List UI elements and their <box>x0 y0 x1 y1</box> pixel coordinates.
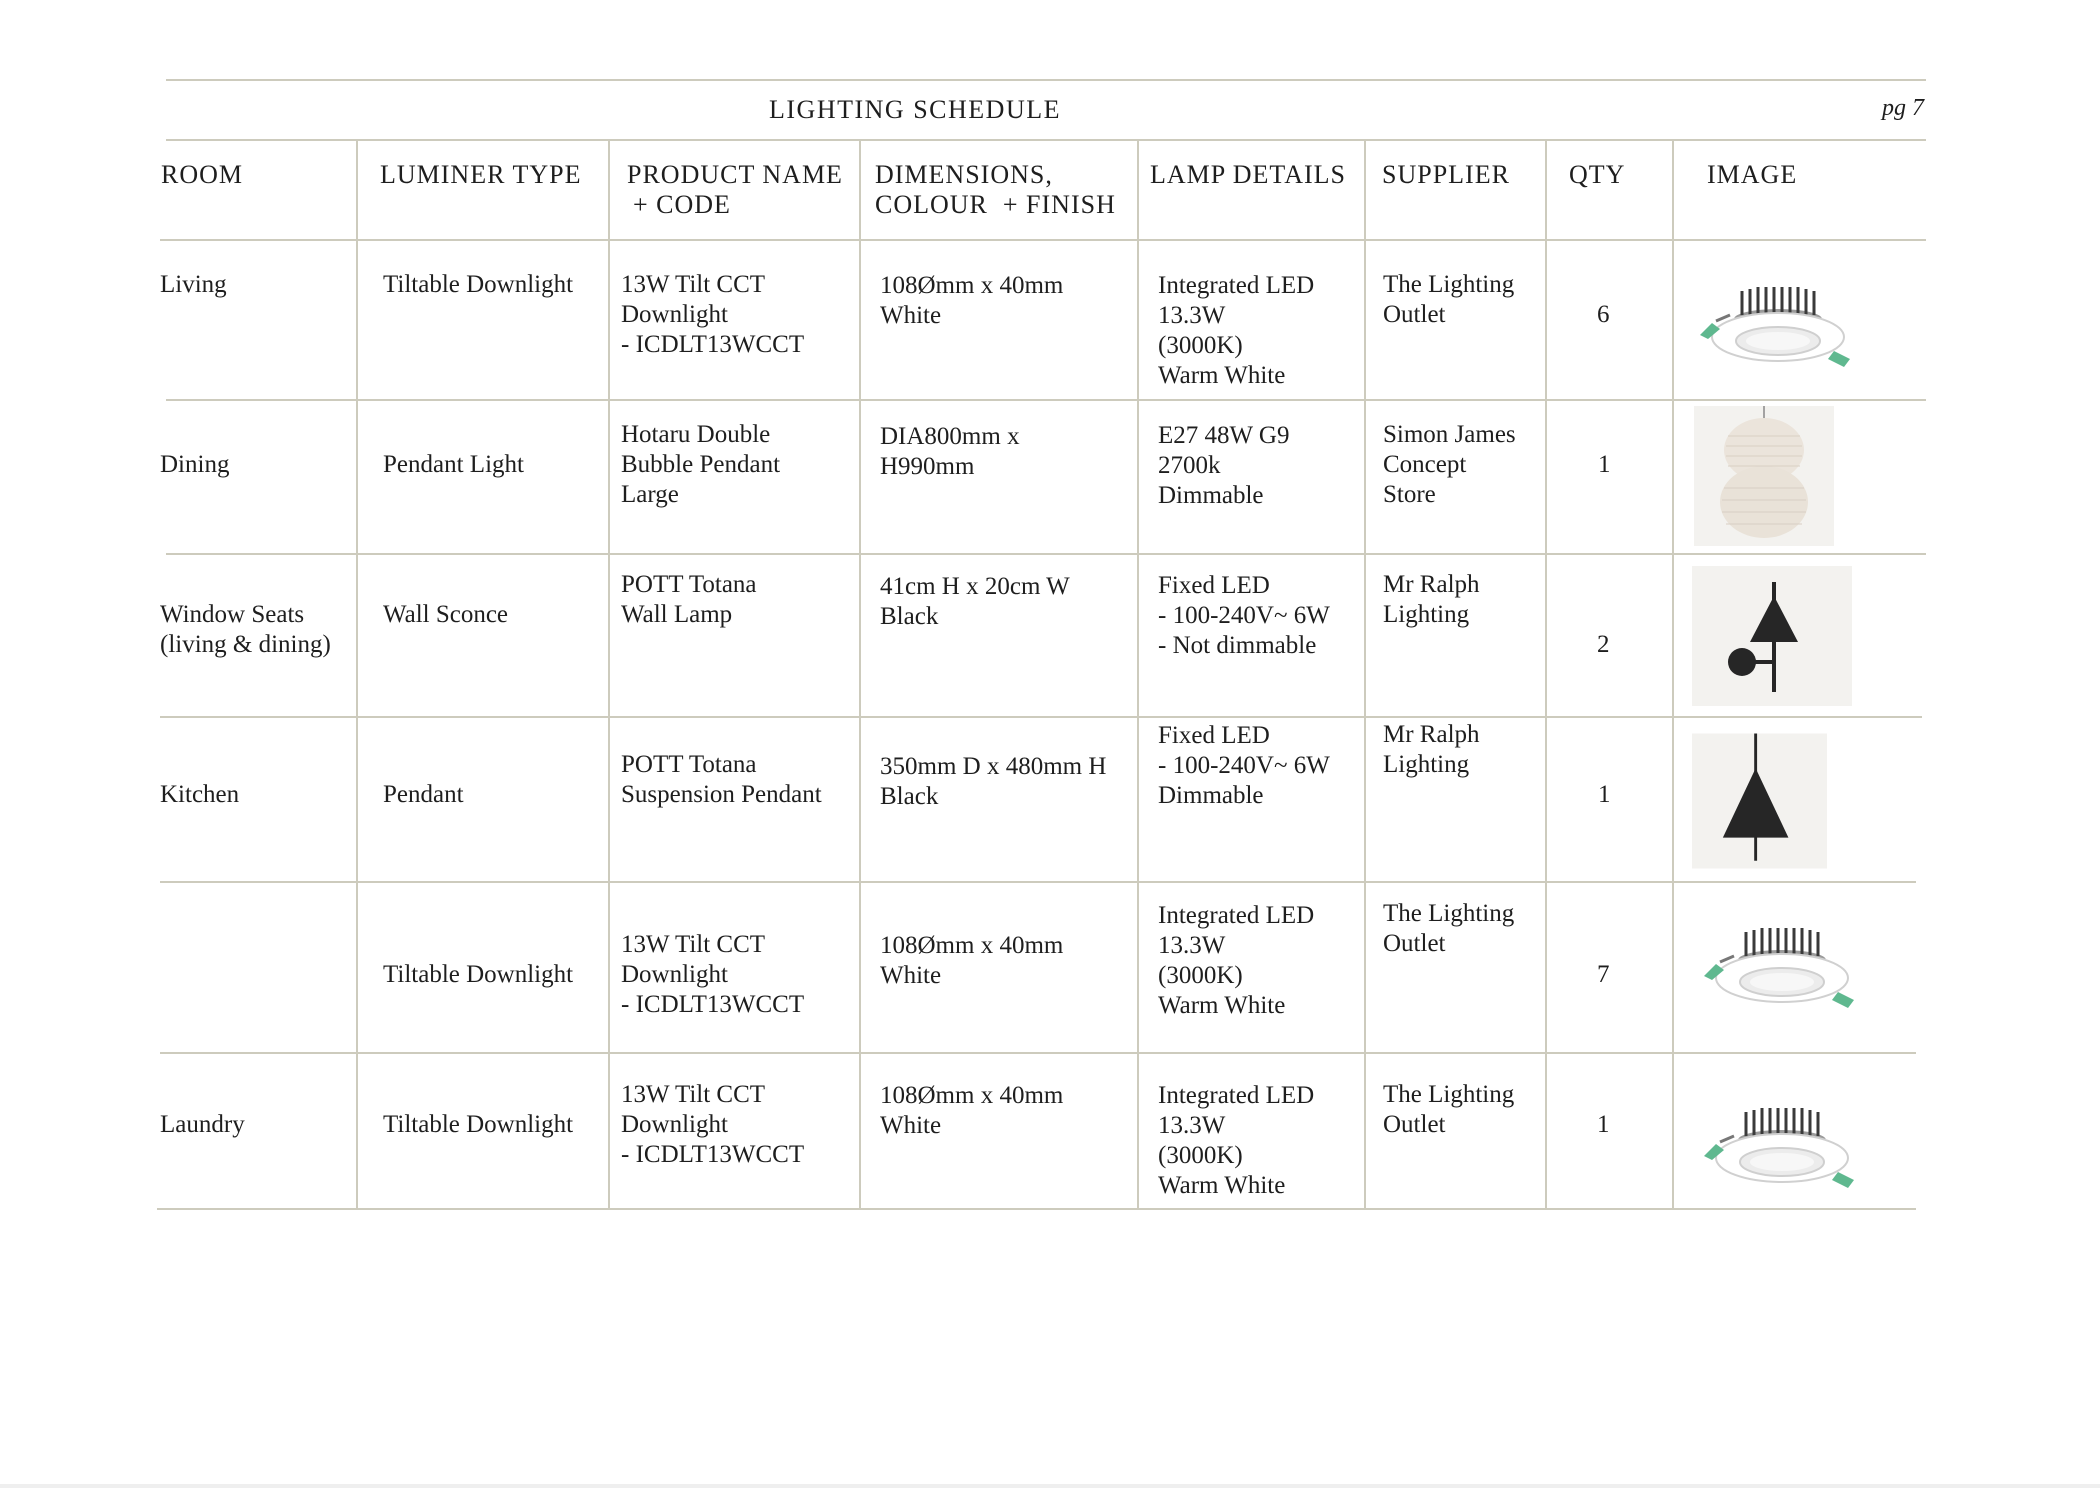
lamp-line: - 100-240V~ 6W <box>1158 752 1330 779</box>
product-line: - ICDLT13WCCT <box>621 991 805 1018</box>
supplier-cell <box>1383 720 1480 780</box>
row-rule-3 <box>160 716 1922 718</box>
header-product-name-line-1: PRODUCT NAME <box>627 160 843 189</box>
lamp-line: (3000K) <box>1158 962 1243 989</box>
dimensions-line: White <box>880 302 942 329</box>
downlight-image <box>1694 275 1854 375</box>
lamp-line: 13.3W <box>1158 302 1226 329</box>
supplier-line: Mr Ralph <box>1383 571 1480 598</box>
lamp-line: (3000K) <box>1158 332 1243 359</box>
header-dimensions-line-1: DIMENSIONS, <box>875 160 1053 189</box>
room-line: Dining <box>160 451 230 478</box>
supplier-line: Outlet <box>1383 1111 1446 1138</box>
lamp-line: Warm White <box>1158 362 1286 389</box>
paper-pendant-image <box>1694 406 1834 546</box>
room-cell <box>160 780 239 810</box>
header-product-name <box>627 160 843 220</box>
column-divider-5 <box>1364 140 1366 1210</box>
qty-cell: 7 <box>1597 961 1610 988</box>
product-line: Downlight <box>621 1111 728 1138</box>
header-dimensions-line-2: COLOUR + FINISH <box>875 190 1116 219</box>
lamp-line: Integrated LED <box>1158 902 1315 929</box>
lamp-line: Fixed LED <box>1158 572 1270 599</box>
product-line: Large <box>621 481 679 508</box>
header-room: ROOM <box>161 160 244 189</box>
dimensions-line: 108Ømm x 40mm <box>880 932 1064 959</box>
column-divider-1 <box>356 140 358 1210</box>
luminer-type-cell: Wall Sconce <box>383 601 509 628</box>
lamp-details-cell <box>1158 571 1330 661</box>
dimensions-line: Black <box>880 783 939 810</box>
lamp-line: Warm White <box>1158 1172 1286 1199</box>
lamp-line: Dimmable <box>1158 782 1264 809</box>
qty-cell: 1 <box>1598 451 1611 478</box>
product-line: POTT Totana <box>621 571 757 598</box>
qty-cell: 6 <box>1597 301 1610 328</box>
lamp-details-cell <box>1158 901 1314 1021</box>
page-title: LIGHTING SCHEDULE <box>769 95 1061 124</box>
supplier-line: The Lighting <box>1383 1081 1515 1108</box>
room-line: Living <box>160 271 227 298</box>
lamp-line: 2700k <box>1158 452 1221 479</box>
qty-cell: 2 <box>1597 631 1610 658</box>
supplier-line: The Lighting <box>1383 900 1515 927</box>
row-rule-1 <box>166 399 1926 401</box>
supplier-cell <box>1383 270 1514 330</box>
luminer-type-cell: Pendant Light <box>383 451 524 478</box>
row-rule-2 <box>166 553 1926 555</box>
product-cell <box>621 570 757 630</box>
product-line: Downlight <box>621 301 728 328</box>
page-bottom-edge <box>0 1484 2100 1488</box>
luminer-type-cell: Tiltable Downlight <box>383 961 574 988</box>
column-divider-4 <box>1137 140 1139 1210</box>
luminer-type-cell: Pendant <box>383 781 464 808</box>
header-qty: QTY <box>1569 160 1626 189</box>
header-dimensions <box>875 160 1116 220</box>
supplier-line: Lighting <box>1383 601 1470 628</box>
dimensions-line: 108Ømm x 40mm <box>880 1082 1064 1109</box>
lamp-line: 13.3W <box>1158 1112 1226 1139</box>
column-divider-7 <box>1672 140 1674 1210</box>
title-top-rule <box>166 79 1926 81</box>
page-number: pg 7 <box>1882 95 1924 121</box>
lamp-line: Warm White <box>1158 992 1286 1019</box>
dimensions-cell <box>880 1081 1063 1141</box>
dimensions-line: 350mm D x 480mm H <box>880 753 1107 780</box>
header-supplier: SUPPLIER <box>1382 160 1510 189</box>
lamp-details-cell <box>1158 721 1330 811</box>
room-line: (living & dining) <box>160 631 331 658</box>
supplier-line: Outlet <box>1383 301 1446 328</box>
downlight-image <box>1698 916 1858 1016</box>
title-bottom-rule <box>166 139 1926 141</box>
room-line: Window Seats <box>160 601 305 628</box>
product-line: POTT Totana <box>621 751 757 778</box>
supplier-line: Simon James <box>1383 421 1516 448</box>
dimensions-line: 41cm H x 20cm W <box>880 573 1070 600</box>
qty-cell: 1 <box>1597 1111 1610 1138</box>
header-row-rule <box>160 239 1926 241</box>
supplier-line: Mr Ralph <box>1383 721 1480 748</box>
column-divider-3 <box>859 140 861 1210</box>
supplier-line: Store <box>1383 481 1436 508</box>
product-line: - ICDLT13WCCT <box>621 331 805 358</box>
lamp-line: Integrated LED <box>1158 272 1315 299</box>
supplier-line: Outlet <box>1383 930 1446 957</box>
product-line: 13W Tilt CCT <box>621 271 766 298</box>
product-cell <box>621 420 780 510</box>
dimensions-cell <box>880 572 1070 632</box>
header-luminer-type: LUMINER TYPE <box>380 160 582 189</box>
supplier-cell <box>1383 899 1514 959</box>
product-line: 13W Tilt CCT <box>621 1081 766 1108</box>
room-cell <box>160 600 331 660</box>
luminer-type-cell: Tiltable Downlight <box>383 271 574 298</box>
column-divider-6 <box>1545 140 1547 1210</box>
dimensions-cell <box>880 271 1063 331</box>
lamp-line: Dimmable <box>1158 482 1264 509</box>
lamp-details-cell <box>1158 271 1314 391</box>
header-lamp-details: LAMP DETAILS <box>1150 160 1347 189</box>
dimensions-cell <box>880 931 1063 991</box>
dimensions-line: White <box>880 962 942 989</box>
room-cell <box>160 1110 245 1140</box>
product-cell <box>621 750 822 810</box>
product-cell <box>621 270 804 360</box>
header-product-name-line-2: + CODE <box>633 190 731 219</box>
product-line: - ICDLT13WCCT <box>621 1141 805 1168</box>
product-cell <box>621 1080 804 1170</box>
dimensions-line: White <box>880 1112 942 1139</box>
dimensions-line: H990mm <box>880 453 975 480</box>
lamp-details-cell <box>1158 1081 1314 1201</box>
product-line: Suspension Pendant <box>621 781 822 808</box>
supplier-cell <box>1383 420 1516 510</box>
product-line: Wall Lamp <box>621 601 733 628</box>
dimensions-cell <box>880 422 1020 482</box>
product-line: 13W Tilt CCT <box>621 931 766 958</box>
room-line: Laundry <box>160 1111 245 1138</box>
wall-sconce-image <box>1692 566 1852 706</box>
room-cell <box>160 270 227 300</box>
room-cell <box>160 450 229 480</box>
header-image: IMAGE <box>1707 160 1798 189</box>
lamp-line: Integrated LED <box>1158 1082 1315 1109</box>
dimensions-line: Black <box>880 603 939 630</box>
supplier-cell <box>1383 570 1480 630</box>
dimensions-cell <box>880 752 1106 812</box>
lamp-line: 13.3W <box>1158 932 1226 959</box>
lamp-line: Fixed LED <box>1158 722 1270 749</box>
cone-pendant-image <box>1692 731 1827 871</box>
product-cell <box>621 930 804 1020</box>
supplier-cell <box>1383 1080 1514 1140</box>
qty-cell: 1 <box>1598 781 1611 808</box>
supplier-line: Concept <box>1383 451 1467 478</box>
supplier-line: The Lighting <box>1383 271 1515 298</box>
supplier-line: Lighting <box>1383 751 1470 778</box>
column-divider-2 <box>608 140 610 1210</box>
product-line: Downlight <box>621 961 728 988</box>
lamp-line: - Not dimmable <box>1158 632 1317 659</box>
product-line: Hotaru Double <box>621 421 771 448</box>
lamp-line: - 100-240V~ 6W <box>1158 602 1330 629</box>
row-rule-5 <box>160 1052 1916 1054</box>
lamp-line: E27 48W G9 <box>1158 422 1290 449</box>
product-line: Bubble Pendant <box>621 451 781 478</box>
luminer-type-cell: Tiltable Downlight <box>383 1111 574 1138</box>
lamp-line: (3000K) <box>1158 1142 1243 1169</box>
row-rule-4 <box>160 881 1916 883</box>
dimensions-line: 108Ømm x 40mm <box>880 272 1064 299</box>
downlight-image <box>1698 1096 1858 1196</box>
room-line: Kitchen <box>160 781 240 808</box>
lamp-details-cell <box>1158 421 1289 511</box>
dimensions-line: DIA800mm x <box>880 423 1020 450</box>
table-bottom-rule <box>157 1208 1916 1210</box>
